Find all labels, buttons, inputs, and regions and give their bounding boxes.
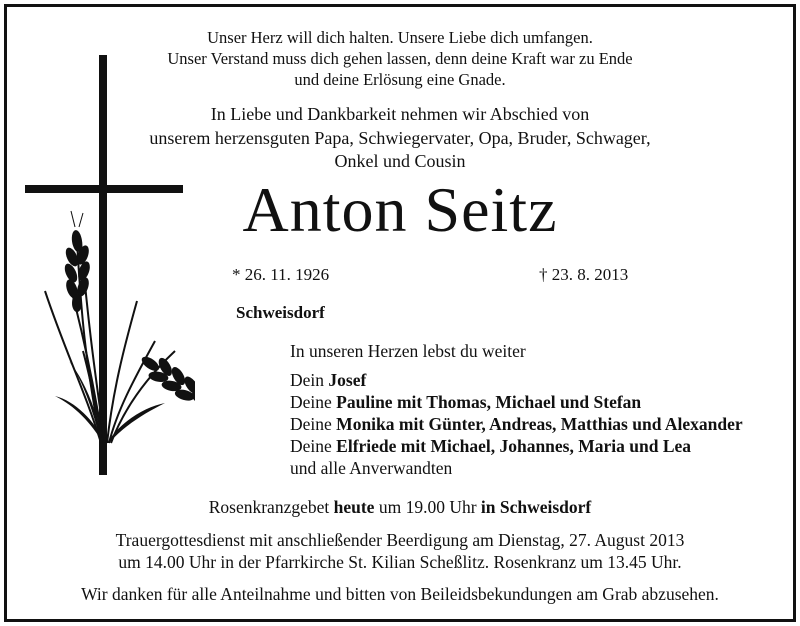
mourner-prefix: Deine xyxy=(290,414,332,434)
mourners-closing: und alle Anverwandten xyxy=(290,458,453,478)
mourner-names: Monika mit Günter, Andreas, Matthias und Alexander xyxy=(336,414,743,434)
rosary-time: um 19.00 Uhr xyxy=(378,497,477,517)
motto-line-3: und deine Erlösung eine Gnade. xyxy=(294,70,506,89)
intro-line-3: Onkel und Cousin xyxy=(334,151,466,171)
motto-line-1: Unser Herz will dich halten. Unsere Liebe dich umfangen. xyxy=(207,28,593,47)
obituary-card xyxy=(4,4,796,622)
intro-line-2: unserem herzensguten Papa, Schwiegervater, Opa, Bruder, Schwager, xyxy=(149,128,651,148)
mourner-line xyxy=(290,414,743,435)
thanks-note: Wir danken für alle Anteilnahme und bitten von Beileidsbekundungen am Grab abzusehen. xyxy=(81,584,719,604)
residence-place: Schweisdorf xyxy=(236,303,325,322)
rosary-where: in Schweisdorf xyxy=(480,497,592,517)
mourner-names: Josef xyxy=(328,370,367,390)
intro-line-1: In Liebe und Dankbarkeit nehmen wir Abschied von xyxy=(210,104,590,124)
rosary-when: heute xyxy=(333,497,375,517)
mourner-prefix: Deine xyxy=(290,392,332,412)
mourner-line xyxy=(290,370,366,391)
mourner-line xyxy=(290,436,691,457)
mourner-prefix: Deine xyxy=(290,436,332,456)
funeral-line-2: um 14.00 Uhr in der Pfarrkirche St. Kilian Scheßlitz. Rosenkranz um 13.45 Uhr. xyxy=(118,552,682,572)
mourner-line xyxy=(290,392,641,413)
mourner-prefix: Dein xyxy=(290,370,325,390)
birth-date: * 26. 11. 1926 xyxy=(232,265,330,284)
mourner-names: Pauline mit Thomas, Michael und Stefan xyxy=(336,392,642,412)
motto-line-2: Unser Verstand muss dich gehen lassen, denn deine Kraft war zu Ende xyxy=(167,49,633,68)
funeral-line-1: Trauergottesdienst mit anschließender Beerdigung am Dienstag, 27. August 2013 xyxy=(115,530,685,550)
mourners-heading: In unseren Herzen lebst du weiter xyxy=(290,341,526,361)
death-date: † 23. 8. 2013 xyxy=(539,265,629,284)
rosary-notice xyxy=(7,497,793,518)
deceased-name: Anton Seitz xyxy=(242,174,558,245)
mourner-names: Elfriede mit Michael, Johannes, Maria und Lea xyxy=(336,436,692,456)
rosary-label: Rosenkranzgebet xyxy=(208,497,330,517)
